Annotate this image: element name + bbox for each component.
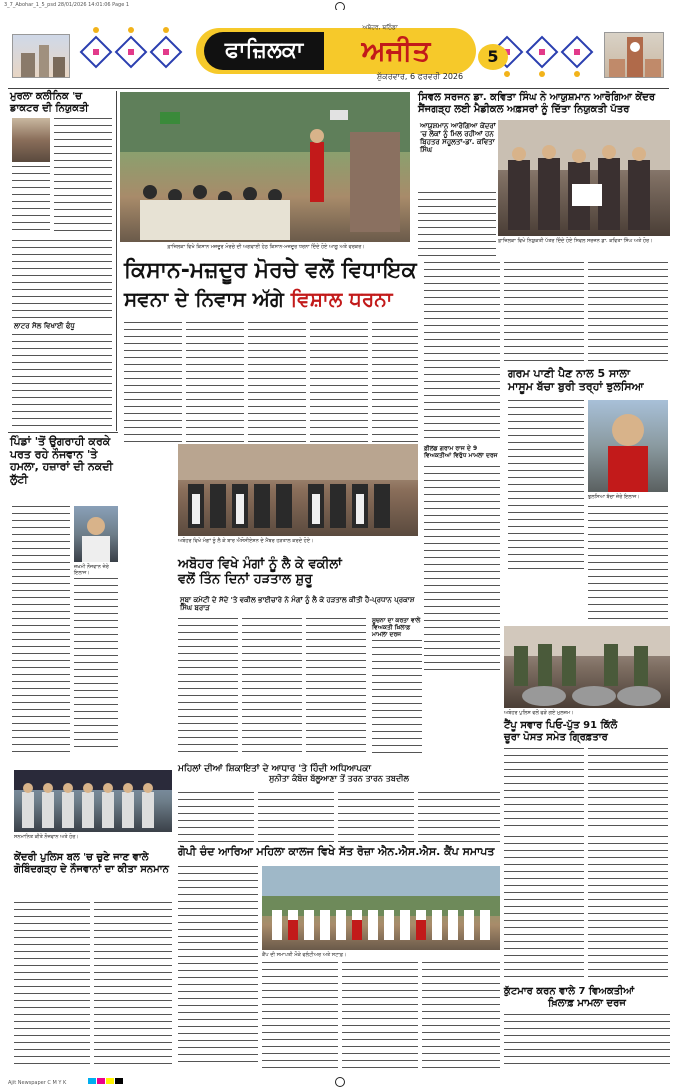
college-body-5	[422, 962, 500, 1068]
burn-story-body-2	[588, 506, 668, 622]
city-photo-left	[12, 34, 70, 78]
yellow-swatch	[106, 1078, 114, 1084]
logo-city-name: ਫਾਜ਼ਿਲਕਾ	[204, 32, 324, 70]
college-body-1	[178, 866, 258, 938]
lawyers-body-1	[178, 618, 238, 758]
teacher-body-1	[178, 792, 254, 842]
main-headline-line-2-black: ਸਵਨਾ ਦੇ ਨਿਵਾਸ ਅੱਗੇ	[124, 287, 291, 311]
left-story-1-body-4	[12, 334, 112, 426]
poppy-husk-headline	[504, 720, 670, 743]
logo-title: ਅਜੀਤ	[361, 34, 431, 67]
left-story-2-body-2	[74, 578, 118, 752]
phulkari-ornament-left	[76, 22, 196, 82]
protest-photo	[120, 92, 410, 242]
cyan-swatch	[88, 1078, 96, 1084]
issue-date: ਸ਼ੁੱਕਰਵਾਰ, 6 ਫਰਵਰੀ 2026	[376, 72, 464, 81]
left-story-1-subhead: ਲਾਟਰ ਸੋਲ ਵਿਖਾਈ ਫੰਧੂ	[14, 322, 75, 330]
top-right-body-1	[418, 192, 496, 262]
color-bar	[88, 1080, 124, 1086]
injured-photo-caption: ਜ਼ਖ਼ਮੀ ਨੌਜਵਾਨ ਜ਼ੇਰੇ ਇਲਾਜ।	[74, 564, 109, 576]
burn-story-body	[508, 400, 584, 570]
left-story-2-headline: ਪਿੰਡਾਂ 'ਤੋਂ ਉਗਰਾਹੀ ਕਰਕੇ ਪਰਤ ਰਹੇ ਨੌਜਵਾਨ 'ਤੇ ਹਮਲਾ, ਹਜ਼ਾਰਾਂ ਦੀ ਨਕਦੀ ਲੁੱਟੀ	[10, 435, 113, 486]
footer-text: Ajit Newspaper C M Y K	[8, 1080, 67, 1086]
nss-camp-photo	[262, 866, 500, 950]
small-case-headline: ਸੂਚਨਾ ਦਾ ਕਰਤਾ ਵਾਲੇ ਵਿਅਕਤੀ ਖ਼ਿਲਾਫ਼ ਮਾਮਲਾ ਦਰਜ	[372, 617, 421, 638]
main-story-col-3	[248, 322, 306, 442]
small-case-body	[372, 640, 422, 758]
registration-mark-bottom-icon	[335, 1077, 345, 1087]
magenta-swatch	[97, 1078, 105, 1084]
left-story-1-body-3	[12, 240, 112, 320]
burn-photo-caption: ਝੁਲਸਿਆ ਬੱਚਾ ਜ਼ੇਰੇ ਇਲਾਜ।	[588, 494, 640, 500]
burn-headline-line-2: ਮਾਸੂਮ ਬੱਚਾ ਬੁਰੀ ਤਰ੍ਹਾਂ ਝੁਲਸਿਆ	[508, 379, 644, 393]
injured-youth-photo	[74, 506, 118, 562]
lawyers-subhead: ਸੂਬਾ ਕਮੇਟੀ ਦੇ ਸੱਦੇ 'ਤੇ ਵਕੀਲ ਭਾਈਚਾਰੇ ਨੇ ਮੰਗਾਂ ਨੂੰ ਲੈ ਕੇ ਹੜਤਾਲ ਕੀਤੀ ਹੈ-ਪ੍ਰਧਾਨ ਪ੍ਰਕਾਸ਼ ਸਿੰਘ ਬਰਾੜ	[180, 596, 415, 613]
college-body-4	[342, 962, 418, 1068]
left-story-1-body	[54, 118, 112, 236]
teacher-headline-line-1: ਮਹਿਲਾਂ ਦੀਆਂ ਸ਼ਿਕਾਇਤਾਂ ਦੇ ਆਧਾਰ 'ਤੇ ਹਿੰਦੀ ਅਧਿਆਪਕਾ	[178, 764, 371, 774]
left-story-1-body-2	[12, 166, 50, 236]
black-swatch	[115, 1078, 123, 1084]
college-body-2	[178, 942, 258, 1068]
lawyers-body-3	[306, 618, 366, 758]
police-photo-caption: ਅਬੋਹਰ ਪੁਲਿਸ ਵਲੋਂ ਫੜੇ ਗਏ ਮੁਲਜ਼ਮ।	[504, 710, 574, 716]
assault-headline-line-2: ਖ਼ਿਲਾਫ਼ ਮਾਮਲਾ ਦਰਜ	[548, 997, 626, 1009]
edition-label: ਅਬੋਹਰ, ਬਠਿੰਡਾ	[362, 24, 398, 31]
top-right-subhead: ਆਯੁਸ਼ਮਾਨ ਆਰੋਗਿਆ ਕੇਂਦਰਾਂ 'ਚ ਲੋਕਾਂ ਨੂੰ ਮਿਲ ਰਹੀਆਂ ਹਨ ਬਿਹਤਰ ਸਹੂਲਤਾਂ-ਡਾ. ਕਵਿਤਾ ਸਿੰਘ	[420, 122, 496, 155]
police-seizure-photo	[504, 626, 670, 708]
file-info-strip: 3_7_Abohar_1_5_psd 28/01/2026 14:01:06 Page 1	[4, 2, 130, 8]
poppy-body-4	[588, 836, 668, 982]
teacher-body-3	[338, 792, 414, 842]
top-right-body-3	[504, 262, 584, 362]
lawyers-strike-photo	[178, 444, 418, 536]
main-story-col-2	[186, 322, 244, 442]
teacher-body-4	[418, 792, 500, 842]
protest-photo-caption: ਫ਼ਾਜ਼ਿਲਕਾ ਵਿਖੇ ਕਿਸਾਨ ਮਜ਼ਦੂਰ ਮੋਰਚੇ ਦੀ ਅਗਵਾਈ ਹੇਠ ਕਿਸਾਨ-ਮਜ਼ਦੂਰ ਧਰਨਾ ਦਿੰਦੇ ਹੋਏ ਆਗੂ ਅਤੇ ਵਰਕਰ।	[167, 244, 365, 250]
teacher-headline-line-2: ਸੁਨੀਤਾ ਕੰਬੋਜ਼ ਬੱਲੂਆਣਾ ਤੋਂ ਤਰਨ ਤਾਰਨ ਤਬਦੀਲ	[269, 774, 409, 784]
burn-story-headline	[508, 368, 670, 393]
main-headline-line-2	[124, 288, 418, 311]
poppy-headline-line-2: ਚੂਰਾ ਪੋਸਤ ਸਮੇਤ ਗ੍ਰਿਫ਼ਤਾਰ	[504, 731, 608, 743]
lawyers-headline-line-2: ਵਲੋਂ ਤਿੰਨ ਦਿਨਾਂ ਹੜਤਾਲ ਸ਼ੁਰੂ	[178, 571, 313, 587]
lawyers-headline	[178, 558, 418, 588]
main-story-col-5	[372, 322, 418, 442]
column-rule-left	[116, 91, 117, 431]
masthead-divider	[8, 88, 669, 89]
burn-headline-line-1: ਗਰਮ ਪਾਣੀ ਪੈਣ ਨਾਲ 5 ਸਾਲਾ	[508, 367, 630, 380]
clock-tower-photo-right	[604, 32, 664, 78]
teacher-headline	[178, 764, 500, 784]
side-story-body	[424, 466, 500, 676]
poppy-body-2	[588, 748, 668, 828]
top-right-body-2	[424, 262, 500, 442]
poppy-body-1	[504, 748, 584, 828]
left-rule-2	[8, 432, 118, 433]
lawyers-photo-caption: ਅਬੋਹਰ ਵਿਖੇ ਮੰਗਾਂ ਨੂੰ ਲੈ ਕੇ ਬਾਰ ਐਸੋਸੀਏਸ਼ਨ ਦੇ ਮੈਂਬਰ ਹੜਤਾਲ ਕਰਦੇ ਹੋਏ।	[178, 538, 314, 544]
lawyers-body-2	[242, 618, 302, 758]
main-headline-line-2-red: ਵਿਸ਼ਾਲ ਧਰਨਾ	[290, 287, 393, 311]
poppy-body-3	[504, 836, 584, 982]
burned-child-photo	[588, 400, 668, 492]
top-right-body-4	[588, 262, 668, 362]
assault-headline	[504, 986, 670, 1009]
college-headline: ਗੋਪੀ ਚੰਦ ਆਰਿਆ ਮਹਿਲਾ ਕਾਲਜ ਵਿਖੇ ਸੱਤ ਰੋਜ਼ਾ ਐਨ.ਐਸ.ਐਸ. ਕੈਂਪ ਸਮਾਪਤ	[178, 845, 495, 858]
felicitation-headline: ਕੇਂਦਰੀ ਪੁਲਿਸ ਬਲ 'ਚ ਚੁਣੇ ਜਾਣ ਵਾਲੇ ਗੋਬਿੰਦਗੜ੍ਹ ਦੇ ਨੌਜਵਾਨਾਂ ਦਾ ਕੀਤਾ ਸਨਮਾਨ	[14, 852, 169, 875]
page-number: 5	[478, 44, 508, 70]
lawyers-headline-line-1: ਅਬੋਹਰ ਵਿਖੇ ਮੰਗਾਂ ਨੂੰ ਲੈ ਕੇ ਵਕੀਲਾਂ	[178, 557, 342, 572]
assault-body	[504, 1014, 670, 1068]
felicitation-caption: ਸਨਮਾਨਿਤ ਕੀਤੇ ਨੌਜਵਾਨ ਅਤੇ ਹੋਰ।	[14, 834, 79, 840]
college-body-3	[262, 962, 338, 1068]
main-story-col-1	[124, 322, 182, 442]
felicitation-body-1	[14, 902, 90, 1068]
nss-camp-caption: ਕੈਂਪ ਦੀ ਸਮਾਪਤੀ ਮੌਕੇ ਵਲੰਟੀਅਰ ਅਤੇ ਸਟਾਫ਼।	[262, 952, 347, 958]
left-story-1-headline: ਮੁਰਲਾ ਕਲੀਨਿਕ 'ਚ ਡਾਕਟਰ ਦੀ ਨਿਯੁਕਤੀ	[10, 91, 89, 114]
main-side-subhead: ਫ਼ੀਲਡ ਗਰਾਮ ਰਾਜ ਦੇ 9 ਵਿਅਕਤੀਆਂ ਵਿਰੁੱਧ ਮਾਮਲਾ ਦਰਜ	[424, 445, 498, 459]
felicitation-body-2	[94, 902, 172, 1068]
poppy-headline-line-1: ਟੈਂਪੂ ਸਵਾਰ ਪਿਓ-ਪੁੱਤ 91 ਕਿੱਲੋ	[504, 720, 618, 731]
doctor-portrait-photo	[12, 118, 50, 162]
appointment-photo-caption: ਫ਼ਾਜ਼ਿਲਕਾ ਵਿਖੇ ਨਿਯੁਕਤੀ ਪੱਤਰ ਦਿੰਦੇ ਹੋਏ ਸਿਵਲ ਸਰਜਨ ਡਾ. ਕਵਿਤਾ ਸਿੰਘ ਅਤੇ ਹੋਰ।	[498, 238, 653, 244]
felicitation-photo	[14, 770, 172, 832]
teacher-body-2	[258, 792, 334, 842]
assault-headline-line-1: ਕੁੱਟਮਾਰ ਕਰਨ ਵਾਲੇ 7 ਵਿਅਕਤੀਆਂ	[504, 986, 635, 997]
main-story-col-4	[310, 322, 368, 442]
main-headline-line-1: ਕਿਸਾਨ-ਮਜ਼ਦੂਰ ਮੋਰਚੇ ਵਲੋਂ ਵਿਧਾਇਕ	[124, 258, 417, 283]
left-story-2-body	[12, 506, 70, 752]
top-right-headline: ਸਿਵਲ ਸਰਜਨ ਡਾ. ਕਵਿਤਾ ਸਿੰਘ ਨੇ ਆਯੁਸ਼ਮਾਨ ਆਰੋਗਿਆ ਕੇਂਦਰ ਸੈਂਜਗੜ੍ਹ ਲਈ ਮੈਡੀਕਲ ਅਫ਼ਸਰਾਂ ਨੂੰ ਦਿੱਤਾ ਨਿਯੁਕਤੀ ਪੱਤਰ	[418, 92, 656, 115]
appointment-letter-photo	[498, 120, 670, 236]
